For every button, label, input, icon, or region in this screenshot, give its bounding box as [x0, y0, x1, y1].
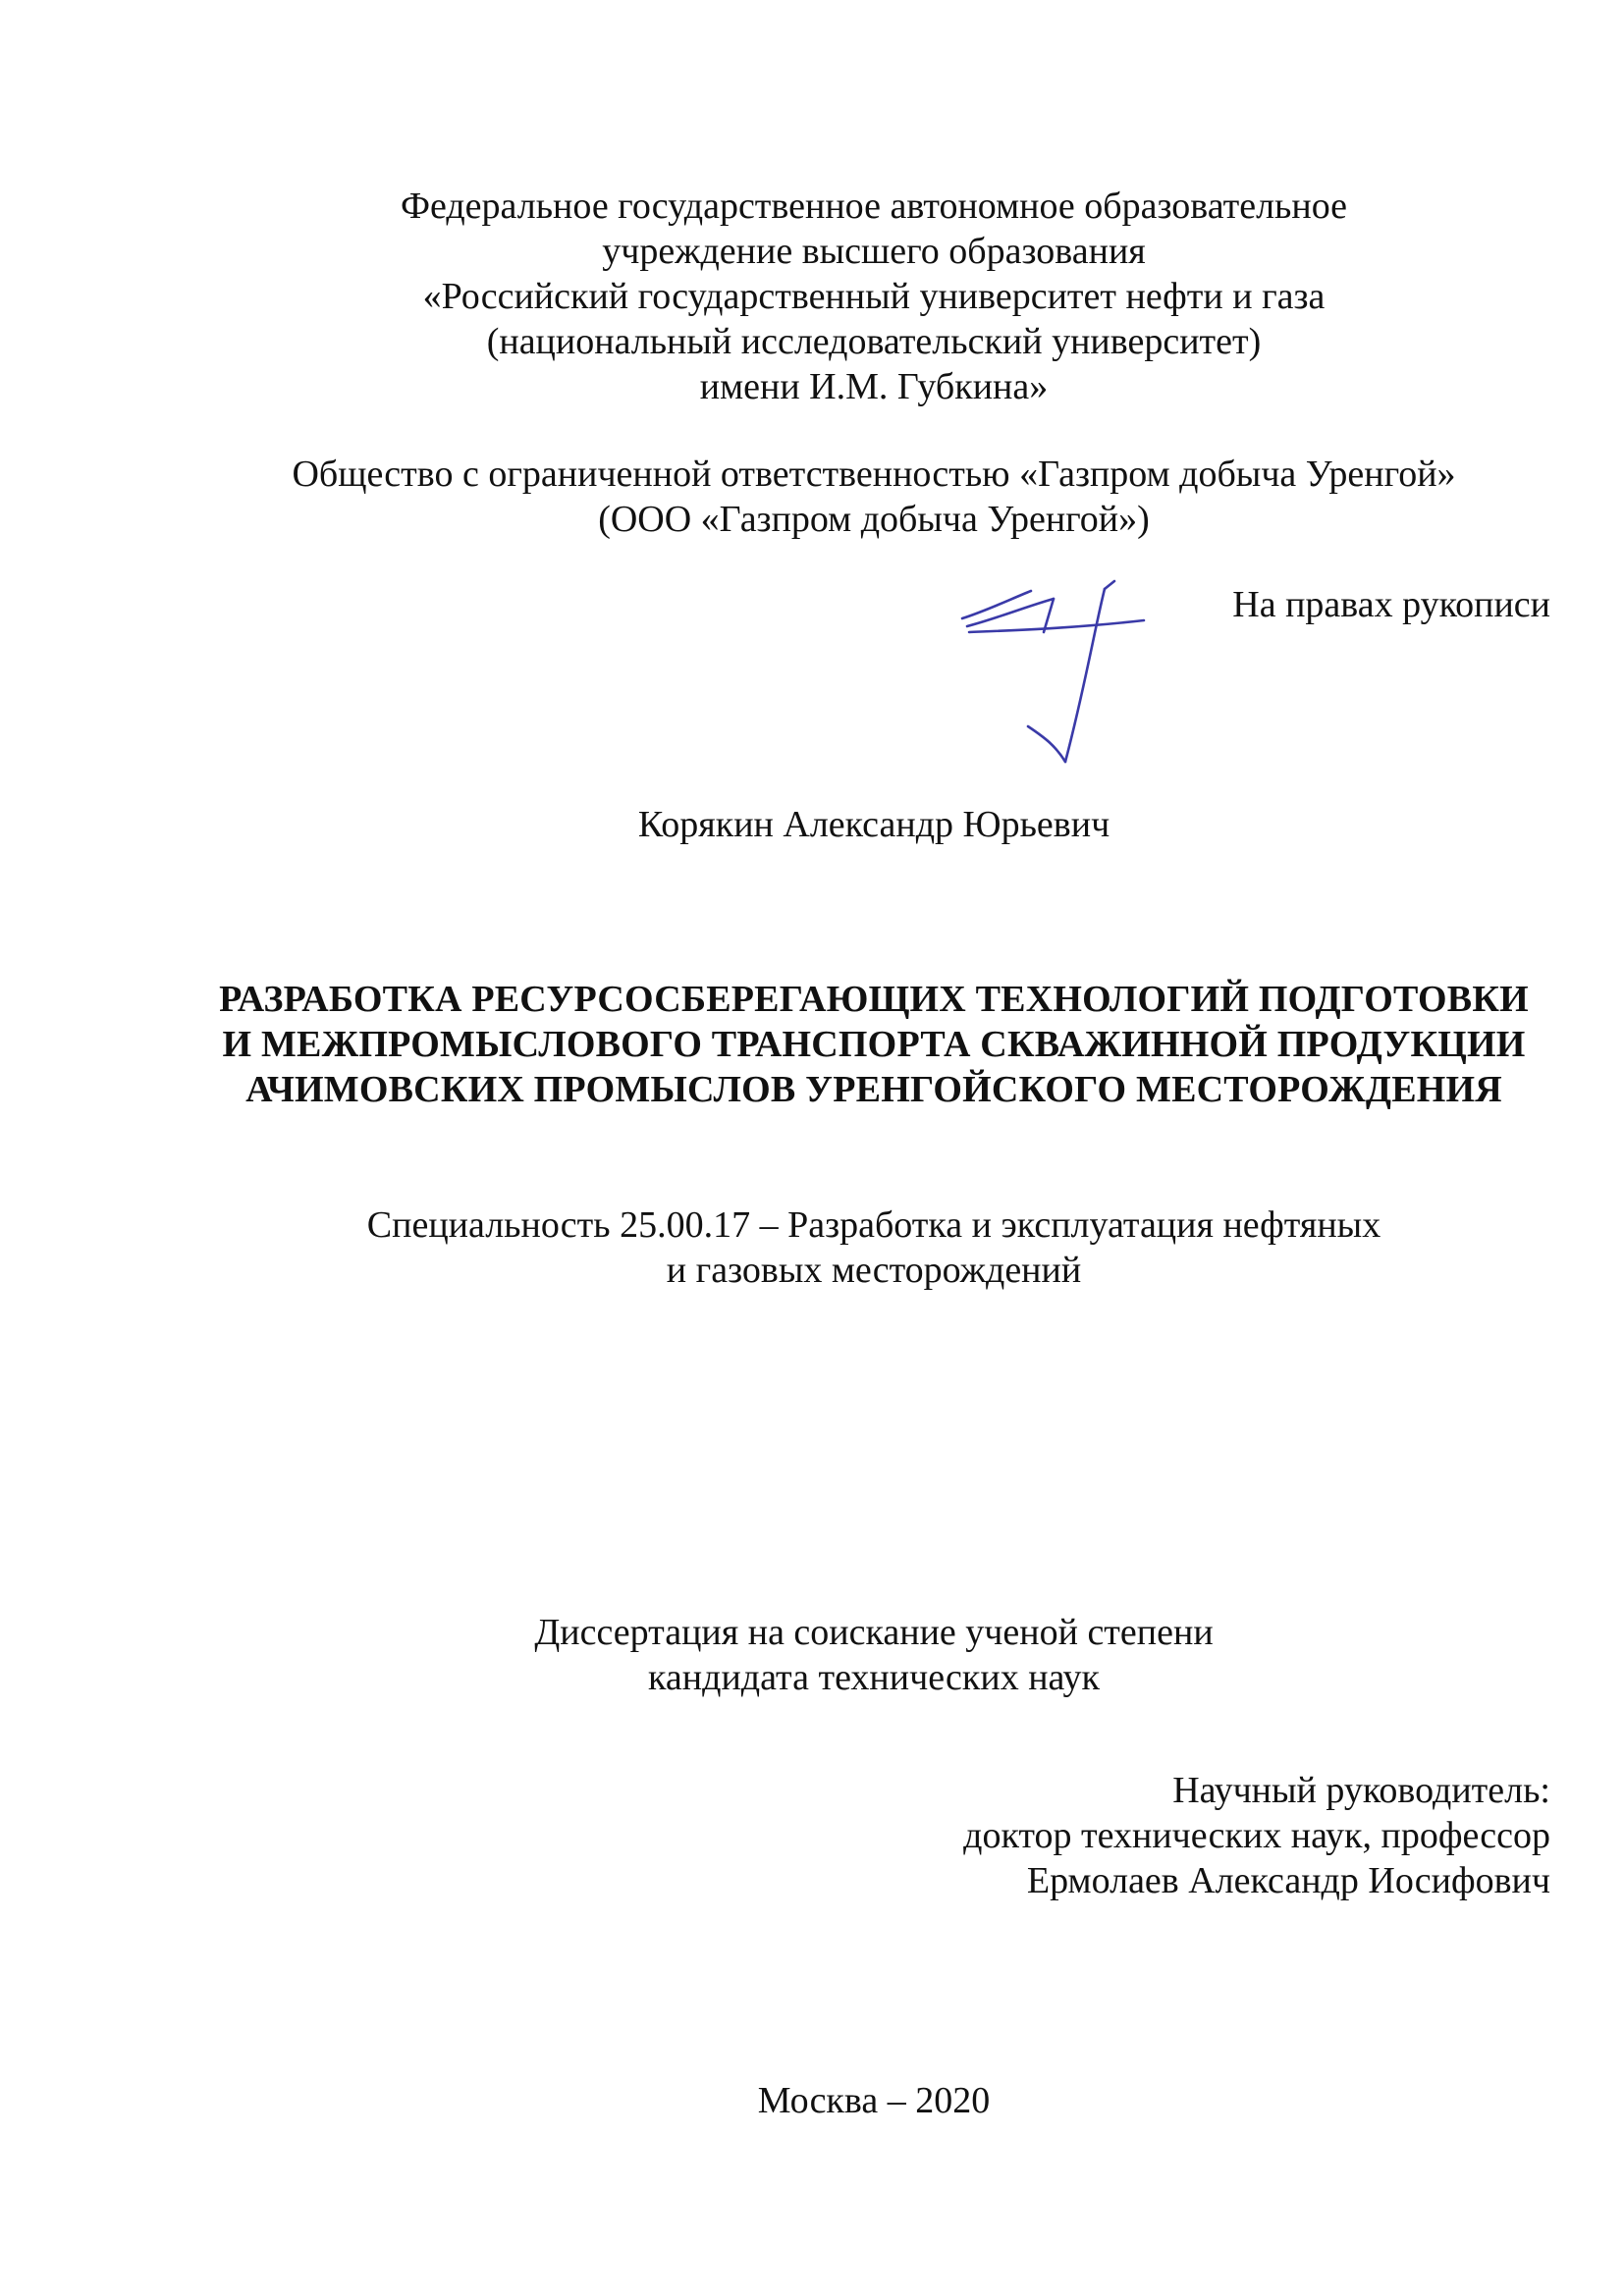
institution-line: (национальный исследовательский университет) — [486, 321, 1262, 362]
institution-line: учреждение высшего образования — [602, 231, 1146, 272]
company-line: (ООО «Газпром добыча Уренгой») — [598, 499, 1150, 540]
degree-line: кандидата технических наук — [648, 1657, 1100, 1698]
title-line: РАЗРАБОТКА РЕСУРСОСБЕРЕГАЮЩИХ ТЕХНОЛОГИЙ ПОДГОТОВКИ — [219, 979, 1529, 1020]
institution-line: «Российский государственный университет нефти и газа — [422, 276, 1326, 317]
title-line: АЧИМОВСКИХ ПРОМЫСЛОВ УРЕНГОЙСКОГО МЕСТОРОЖДЕНИЯ — [245, 1069, 1502, 1110]
institution-header — [196, 184, 1551, 409]
degree — [196, 1610, 1551, 1700]
institution-line: Федеральное государственное автономное образовательное — [400, 186, 1348, 227]
supervisor-line: Научный руководитель: — [1172, 1770, 1550, 1811]
author-name: Корякин Александр Юрьевич — [637, 804, 1110, 845]
specialty-line: Специальность 25.00.17 – Разработка и эксплуатация нефтяных — [366, 1204, 1381, 1246]
city-year: Москва – 2020 — [757, 2080, 991, 2121]
supervisor-line: Ермолаев Александр Иосифович — [1026, 1860, 1550, 1901]
degree-line: Диссертация на соискание ученой степени — [534, 1612, 1214, 1653]
institution-line: имени И.М. Губкина» — [699, 366, 1049, 407]
company-header — [196, 452, 1551, 542]
manuscript-note: На правах рукописи — [1232, 584, 1550, 625]
dissertation-title — [196, 977, 1551, 1112]
supervisor-block — [963, 1768, 1550, 1903]
title-line: И МЕЖПРОМЫСЛОВОГО ТРАНСПОРТА СКВАЖИННОЙ ПРОДУКЦИИ — [222, 1024, 1526, 1065]
specialty — [196, 1202, 1551, 1293]
signature-icon — [957, 569, 1168, 775]
specialty-line: и газовых месторождений — [666, 1250, 1082, 1291]
company-line: Общество с ограниченной ответственностью «Газпром добыча Уренгой» — [292, 454, 1456, 495]
supervisor-line: доктор технических наук, профессор — [963, 1815, 1550, 1856]
